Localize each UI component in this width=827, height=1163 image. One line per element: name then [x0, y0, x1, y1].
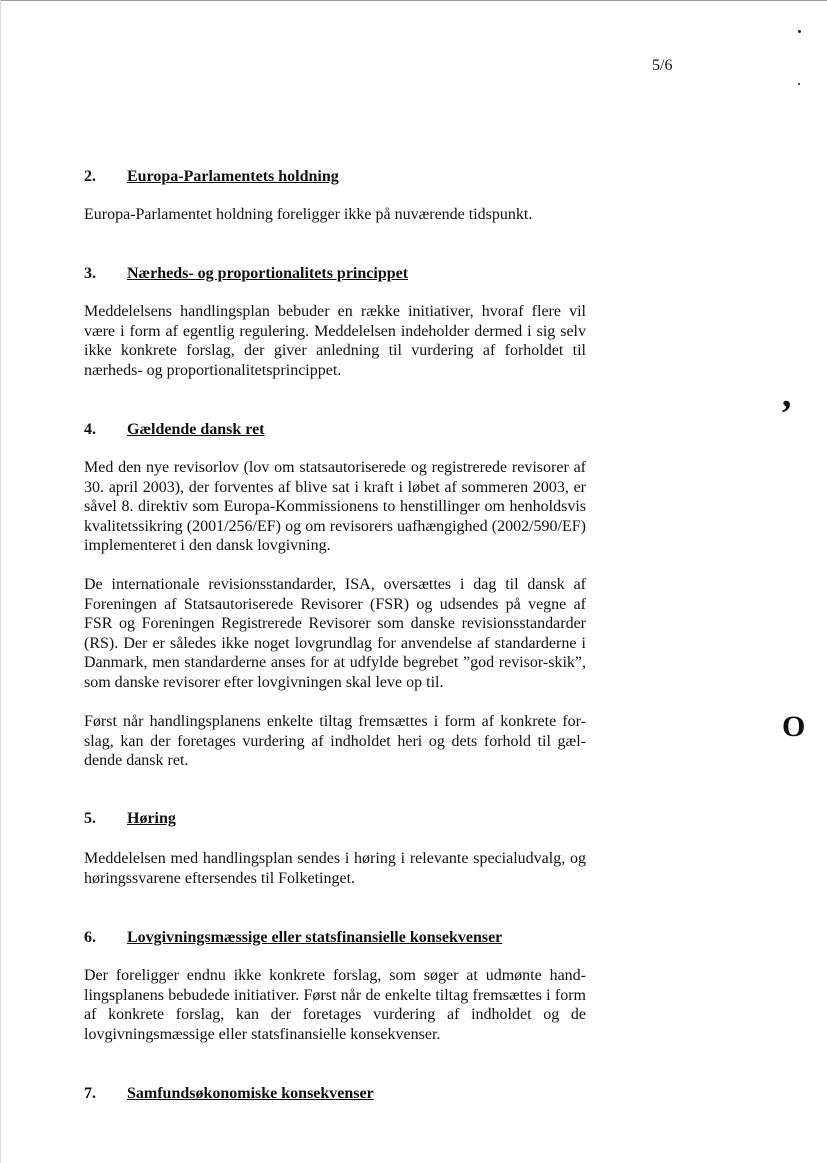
section-number: 2. [84, 168, 96, 185]
margin-mark: O [782, 710, 806, 743]
paragraph: De internationale revisionsstandarder, ISA, oversættes i dag til dansk af Foreningen af Statsautoriserede Revisorer (FSR) og udsendes på vegne af FSR og Foreningen Registrerede Revisorer som danske revisionsstandarder (RS). Der er således ikke noget lovgrundlag for anvendelse af standarderne i Danmark, men standarderne anses for at udfylde begrebet ”god revisor-skik”, som danske revisorer efter lovgivningen skal leve op til. [84, 576, 586, 691]
section-heading [84, 810, 176, 828]
page-number: 5/6 [652, 57, 673, 74]
section-title: Høring [127, 810, 176, 827]
section-heading [84, 929, 502, 947]
section-heading [84, 168, 339, 186]
section-title: Lovgivningsmæssige eller statsfinansielle konsekvenser [127, 929, 503, 946]
paragraph: Der foreligger endnu ikke konkrete forslag, som søger at udmønte hand-lingsplanens bebudede initiativer. Først når de enkelte tiltag fremsættes i form af konkrete forslag, kan der foretages vurdering af indholdet og de lovgivningsmæssige eller statsfinansielle konsekvenser. [84, 967, 586, 1043]
section-number: 5. [84, 810, 96, 827]
section-number: 6. [84, 929, 96, 946]
page-top-edge [0, 0, 827, 1]
section-number: 7. [84, 1085, 96, 1102]
section-title: Samfundsøkonomiske konsekvenser [127, 1085, 374, 1102]
margin-mark: ’ [780, 393, 793, 435]
paragraph: Med den nye revisorlov (lov om statsautoriserede og registrerede revisorer af 30. april 2003), der forventes af blive sat i kraft i løbet af sommeren 2003, er såvel 8. direktiv som Europa-Kommissionens to henstillinger om henholdsvis kvalitetssikring (2001/256/EF) og om revisorers uafhængighed (2002/590/EF) implementeret i den dansk lovgivning. [84, 459, 586, 554]
paragraph: Først når handlingsplanens enkelte tiltag fremsættes i form af konkrete for-slag, kan der foretages vurdering af indholdet heri og dets forhold til gæl-dende dansk ret. [84, 713, 586, 769]
page-left-edge [0, 0, 1, 1163]
section-title: Gældende dansk ret [127, 421, 265, 438]
section-number: 4. [84, 421, 96, 438]
paragraph: Meddelelsens handlingsplan bebuder en række initiativer, hvoraf flere vil være i form af egentlig regulering. Meddelelsen indeholder dermed i sig selv ikke konkrete forslag, der giver anledning til vurdering af forholdet til nærheds- og proportionalitetsprincippet. [84, 303, 586, 379]
section-heading [84, 421, 265, 439]
section-number: 3. [84, 265, 96, 282]
scan-speck [798, 83, 800, 85]
paragraph: Europa-Parlamentet holdning foreligger ikke på nuværende tidspunkt. [84, 206, 533, 223]
section-title: Nærheds- og proportionalitets princippet [127, 265, 409, 282]
scan-speck [798, 30, 801, 33]
paragraph: Meddelelsen med handlingsplan sendes i høring i relevante specialudvalg, og høringssvarene eftersendes til Folketinget. [84, 850, 586, 887]
section-heading [84, 265, 408, 283]
section-heading [84, 1085, 374, 1103]
section-title: Europa-Parlamentets holdning [127, 168, 339, 185]
